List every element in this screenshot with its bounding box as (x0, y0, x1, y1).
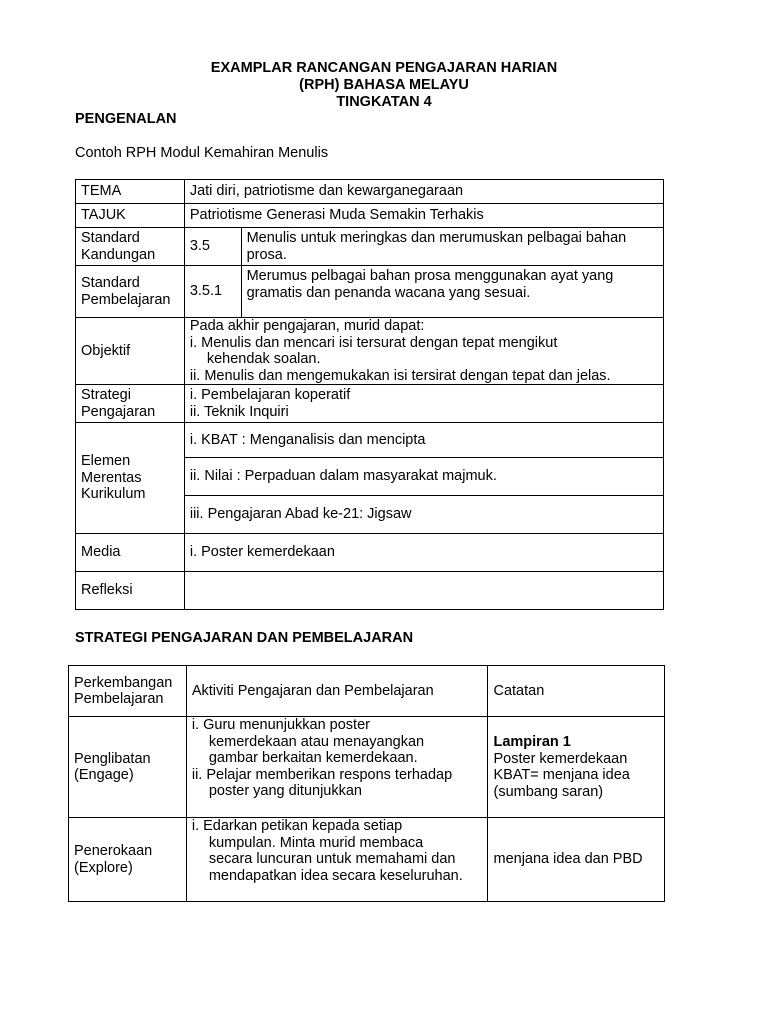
label-line: Merentas (81, 469, 142, 486)
value-objektif (184, 318, 663, 385)
text-line: Merumus pelbagai bahan prosa menggunakan ayat yang (246, 268, 614, 284)
doc-title-line-1: EXAMPLAR RANCANGAN PENGAJARAN HARIAN (210, 60, 558, 76)
table-row (76, 228, 664, 266)
text-line: gramatis dan penanda wacana yang sesuai. (246, 284, 531, 301)
note-line: (sumbang saran) (493, 783, 604, 800)
label-line: Standard (81, 275, 140, 291)
text-standard-pembelajaran (241, 266, 663, 318)
strategi-item-2: ii. Teknik Inquiri (189, 403, 289, 420)
table-row (76, 423, 664, 458)
label-line: Kurikulum (81, 486, 146, 503)
label-elemen (76, 423, 185, 534)
section-heading-strategi: STRATEGI PENGAJARAN DAN PEMBELAJARAN (75, 630, 414, 646)
text-line: prosa. (246, 246, 287, 263)
label-standard-kandungan (76, 228, 185, 266)
strategi-item-1: i. Pembelajaran koperatif (189, 387, 351, 403)
strategy-table (68, 665, 665, 902)
note-line: KBAT= menjana idea (493, 767, 630, 783)
objektif-item-1-cont: kehendak soalan. (206, 351, 321, 367)
table-row (76, 318, 664, 385)
activity-line: mendapatkan idea secara keseluruhan. (208, 867, 463, 884)
stage-line: (Explore) (74, 859, 133, 876)
label-line: Strategi (81, 387, 131, 403)
intro-table (75, 179, 664, 610)
header-aktiviti: Aktiviti Pengajaran dan Pembelajaran (186, 666, 488, 717)
activity-line: poster yang ditunjukkan (208, 783, 362, 799)
elemen-item-2: ii. Nilai : Perpaduan dalam masyarakat majmuk. (184, 458, 663, 496)
header-catatan: Catatan (488, 666, 665, 717)
label-line: Pengajaran (81, 403, 156, 420)
activity-line: gambar berkaitan kemerdekaan. (208, 750, 418, 766)
table-row (69, 818, 665, 902)
activity-line: kumpulan. Minta murid membaca (208, 834, 424, 851)
table-row (76, 266, 664, 318)
elemen-item-3: iii. Pengajaran Abad ke-21: Jigsaw (184, 496, 663, 534)
doc-title-line-2: (RPH) BAHASA MELAYU (299, 77, 469, 93)
objektif-intro: Pada akhir pengajaran, murid dapat: (189, 318, 425, 334)
table-row (76, 534, 664, 572)
activity-engage (186, 717, 488, 818)
activity-line: kemerdekaan atau menayangkan (208, 733, 425, 750)
stage-line: Penglibatan (74, 750, 151, 767)
table-row (69, 717, 665, 818)
value-tajuk: Patriotisme Generasi Muda Semakin Terhakis (184, 204, 663, 228)
text-standard-kandungan (241, 228, 663, 266)
value-tema: Jati diri, patriotisme dan kewarganegaraan (184, 180, 663, 204)
stage-engage (69, 717, 187, 818)
section-subtitle: Contoh RPH Modul Kemahiran Menulis (75, 145, 329, 161)
table-row (76, 180, 664, 204)
header-line: Pembelajaran (74, 691, 164, 707)
label-line: Standard (81, 230, 140, 246)
objektif-item-1: i. Menulis dan mencari isi tersurat dengan tepat mengikut (189, 334, 558, 351)
text-line: Menulis untuk meringkas dan merumuskan pelbagai bahan (246, 230, 627, 246)
header-perkembangan (69, 666, 187, 717)
stage-line: Penerokaan (74, 843, 153, 859)
value-strategi (184, 385, 663, 423)
activity-explore (186, 818, 488, 902)
label-tema: TEMA (76, 180, 185, 204)
stage-line: (Engage) (74, 767, 134, 783)
table-header-row (69, 666, 665, 717)
note-engage (488, 717, 665, 818)
stage-explore (69, 818, 187, 902)
label-standard-pembelajaran (76, 266, 185, 318)
code-standard-kandungan: 3.5 (184, 228, 241, 266)
label-line: Kandungan (81, 246, 156, 263)
header-line: Perkembangan (74, 674, 173, 691)
table-row (76, 204, 664, 228)
note-title: Lampiran 1 (493, 734, 571, 750)
table-row (76, 385, 664, 423)
label-media: Media (76, 534, 185, 572)
label-tajuk: TAJUK (76, 204, 185, 228)
doc-title-line-3: TINGKATAN 4 (336, 94, 432, 110)
table-row (76, 572, 664, 610)
label-line: Pembelajaran (81, 291, 171, 308)
label-strategi (76, 385, 185, 423)
label-refleksi: Refleksi (76, 572, 185, 610)
activity-line: ii. Pelajar memberikan respons terhadap (191, 766, 453, 783)
activity-line: secara luncuran untuk memahami dan (208, 851, 456, 867)
code-standard-pembelajaran: 3.5.1 (184, 266, 241, 318)
value-media: i. Poster kemerdekaan (184, 534, 663, 572)
label-objektif: Objektif (76, 318, 185, 385)
activity-line: i. Edarkan petikan kepada setiap (191, 818, 403, 834)
section-heading-pengenalan: PENGENALAN (75, 111, 177, 127)
value-refleksi (184, 572, 663, 610)
objektif-item-2: ii. Menulis dan mengemukakan isi tersirat dengan tepat dan jelas. (189, 367, 611, 384)
note-line: Poster kemerdekaan (493, 750, 628, 767)
elemen-item-1: i. KBAT : Menganalisis dan mencipta (184, 423, 663, 458)
label-line: Elemen (81, 453, 131, 470)
note-explore: menjana idea dan PBD (488, 818, 665, 902)
activity-line: i. Guru menunjukkan poster (191, 717, 370, 733)
